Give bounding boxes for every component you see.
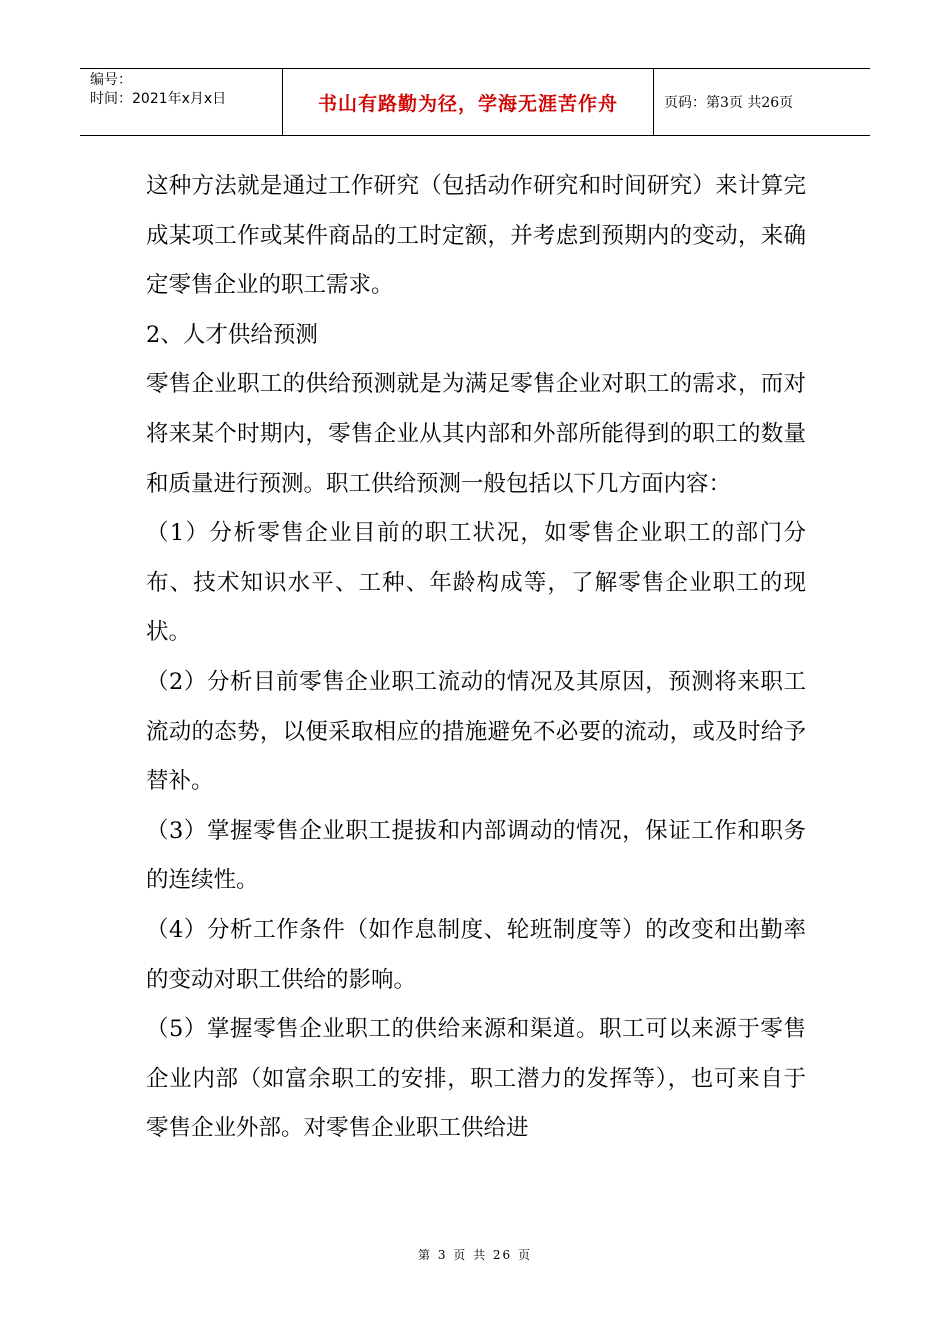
list-item: （5）掌握零售企业职工的供给来源和渠道。职工可以来源于零售企业内部（如富余职工的安排，职工潜力的发挥等），也可来自于零售企业外部。对零售企业职工供给进 [146,1016,806,1142]
page-footer: 第 3 页 共 26 页 [418,1248,532,1262]
paragraph: 零售企业职工的供给预测就是为满足零售企业对职工的需求，而对将来某个时期内，零售企业从其内部和外部所能得到的职工的数量和质量进行预测。职工供给预测一般包括以下几方面内容： [146,371,806,497]
document-body [146,162,806,1154]
section-heading: 2、人才供给预测 [146,321,318,348]
date-label: 时间：2021年x月x日 [90,91,227,107]
header-motto: 书山有路勤为径，学海无涯苦作舟 [282,69,654,135]
paragraph: 这种方法就是通过工作研究（包括动作研究和时间研究）来计算完成某项工作或某件商品的工时定额，并考虑到预期内的变动，来确定零售企业的职工需求。 [146,173,806,299]
list-item: （4）分析工作条件（如作息制度、轮班制度等）的改变和出勤率的变动对职工供给的影响。 [146,916,806,993]
list-item: （1）分析零售企业目前的职工状况，如零售企业职工的部门分布、技术知识水平、工种、年龄构成等，了解零售企业职工的现状。 [146,520,806,646]
header-meta [80,69,282,135]
list-item: （3）掌握零售企业职工提拔和内部调动的情况，保证工作和职务的连续性。 [146,817,806,894]
list-item: （2）分析目前零售企业职工流动的情况及其原因，预测将来职工流动的态势，以便采取相应的措施避免不必要的流动，或及时给予替补。 [146,668,806,795]
header-page-info: 页码：第3页 共26页 [664,95,794,111]
page-header [80,68,870,136]
serial-number-label: 编号： [90,72,132,88]
